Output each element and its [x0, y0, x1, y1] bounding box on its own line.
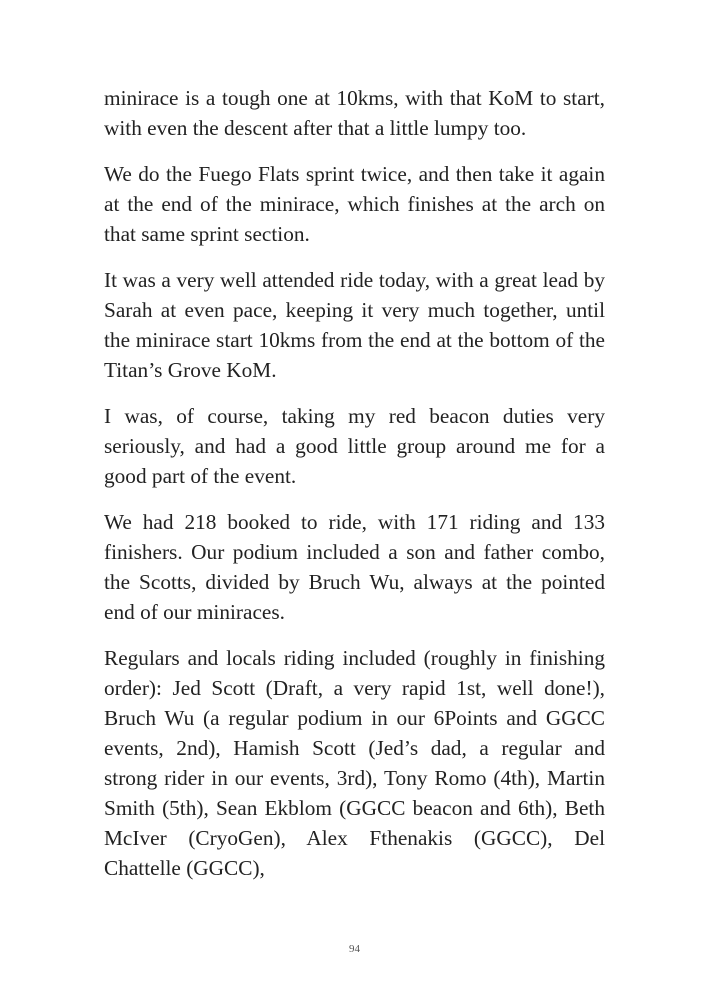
- paragraph-5: We had 218 booked to ride, with 171 riding and 133 finishers. Our podium included a son and father combo, the Scotts, divided by Bruch Wu, always at the pointed end of our miniraces.: [104, 510, 605, 624]
- paragraph-1: minirace is a tough one at 10kms, with that KoM to start, with even the descent after that a little lumpy too.: [104, 86, 605, 140]
- paragraph-3: It was a very well attended ride today, with a great lead by Sarah at even pace, keeping it very much together, until the minirace start 10kms from the end at the bottom of the Titan’s Grove KoM.: [104, 268, 605, 382]
- page-number: 94: [349, 943, 360, 955]
- body-text: [104, 83, 605, 899]
- paragraph-4: I was, of course, taking my red beacon duties very seriously, and had a good little group around me for a good part of the event.: [104, 404, 605, 488]
- paragraph-2: We do the Fuego Flats sprint twice, and then take it again at the end of the minirace, which finishes at the arch on that same sprint section.: [104, 162, 605, 246]
- paragraph-6: Regulars and locals riding included (roughly in finishing order): Jed Scott (Draft, a very rapid 1st, well done!), Bruch Wu (a regular podium in our 6Points and GGCC events, 2nd), Hamish Scott (Jed’s dad, a regular and strong rider in our events, 3rd), Tony Romo (4th), Martin Smith (5th), Sean Ekblom (GGCC beacon and 6th), Beth McIver (CryoGen), Alex Fthenakis (GGCC), Del Chattelle (GGCC),: [104, 646, 605, 880]
